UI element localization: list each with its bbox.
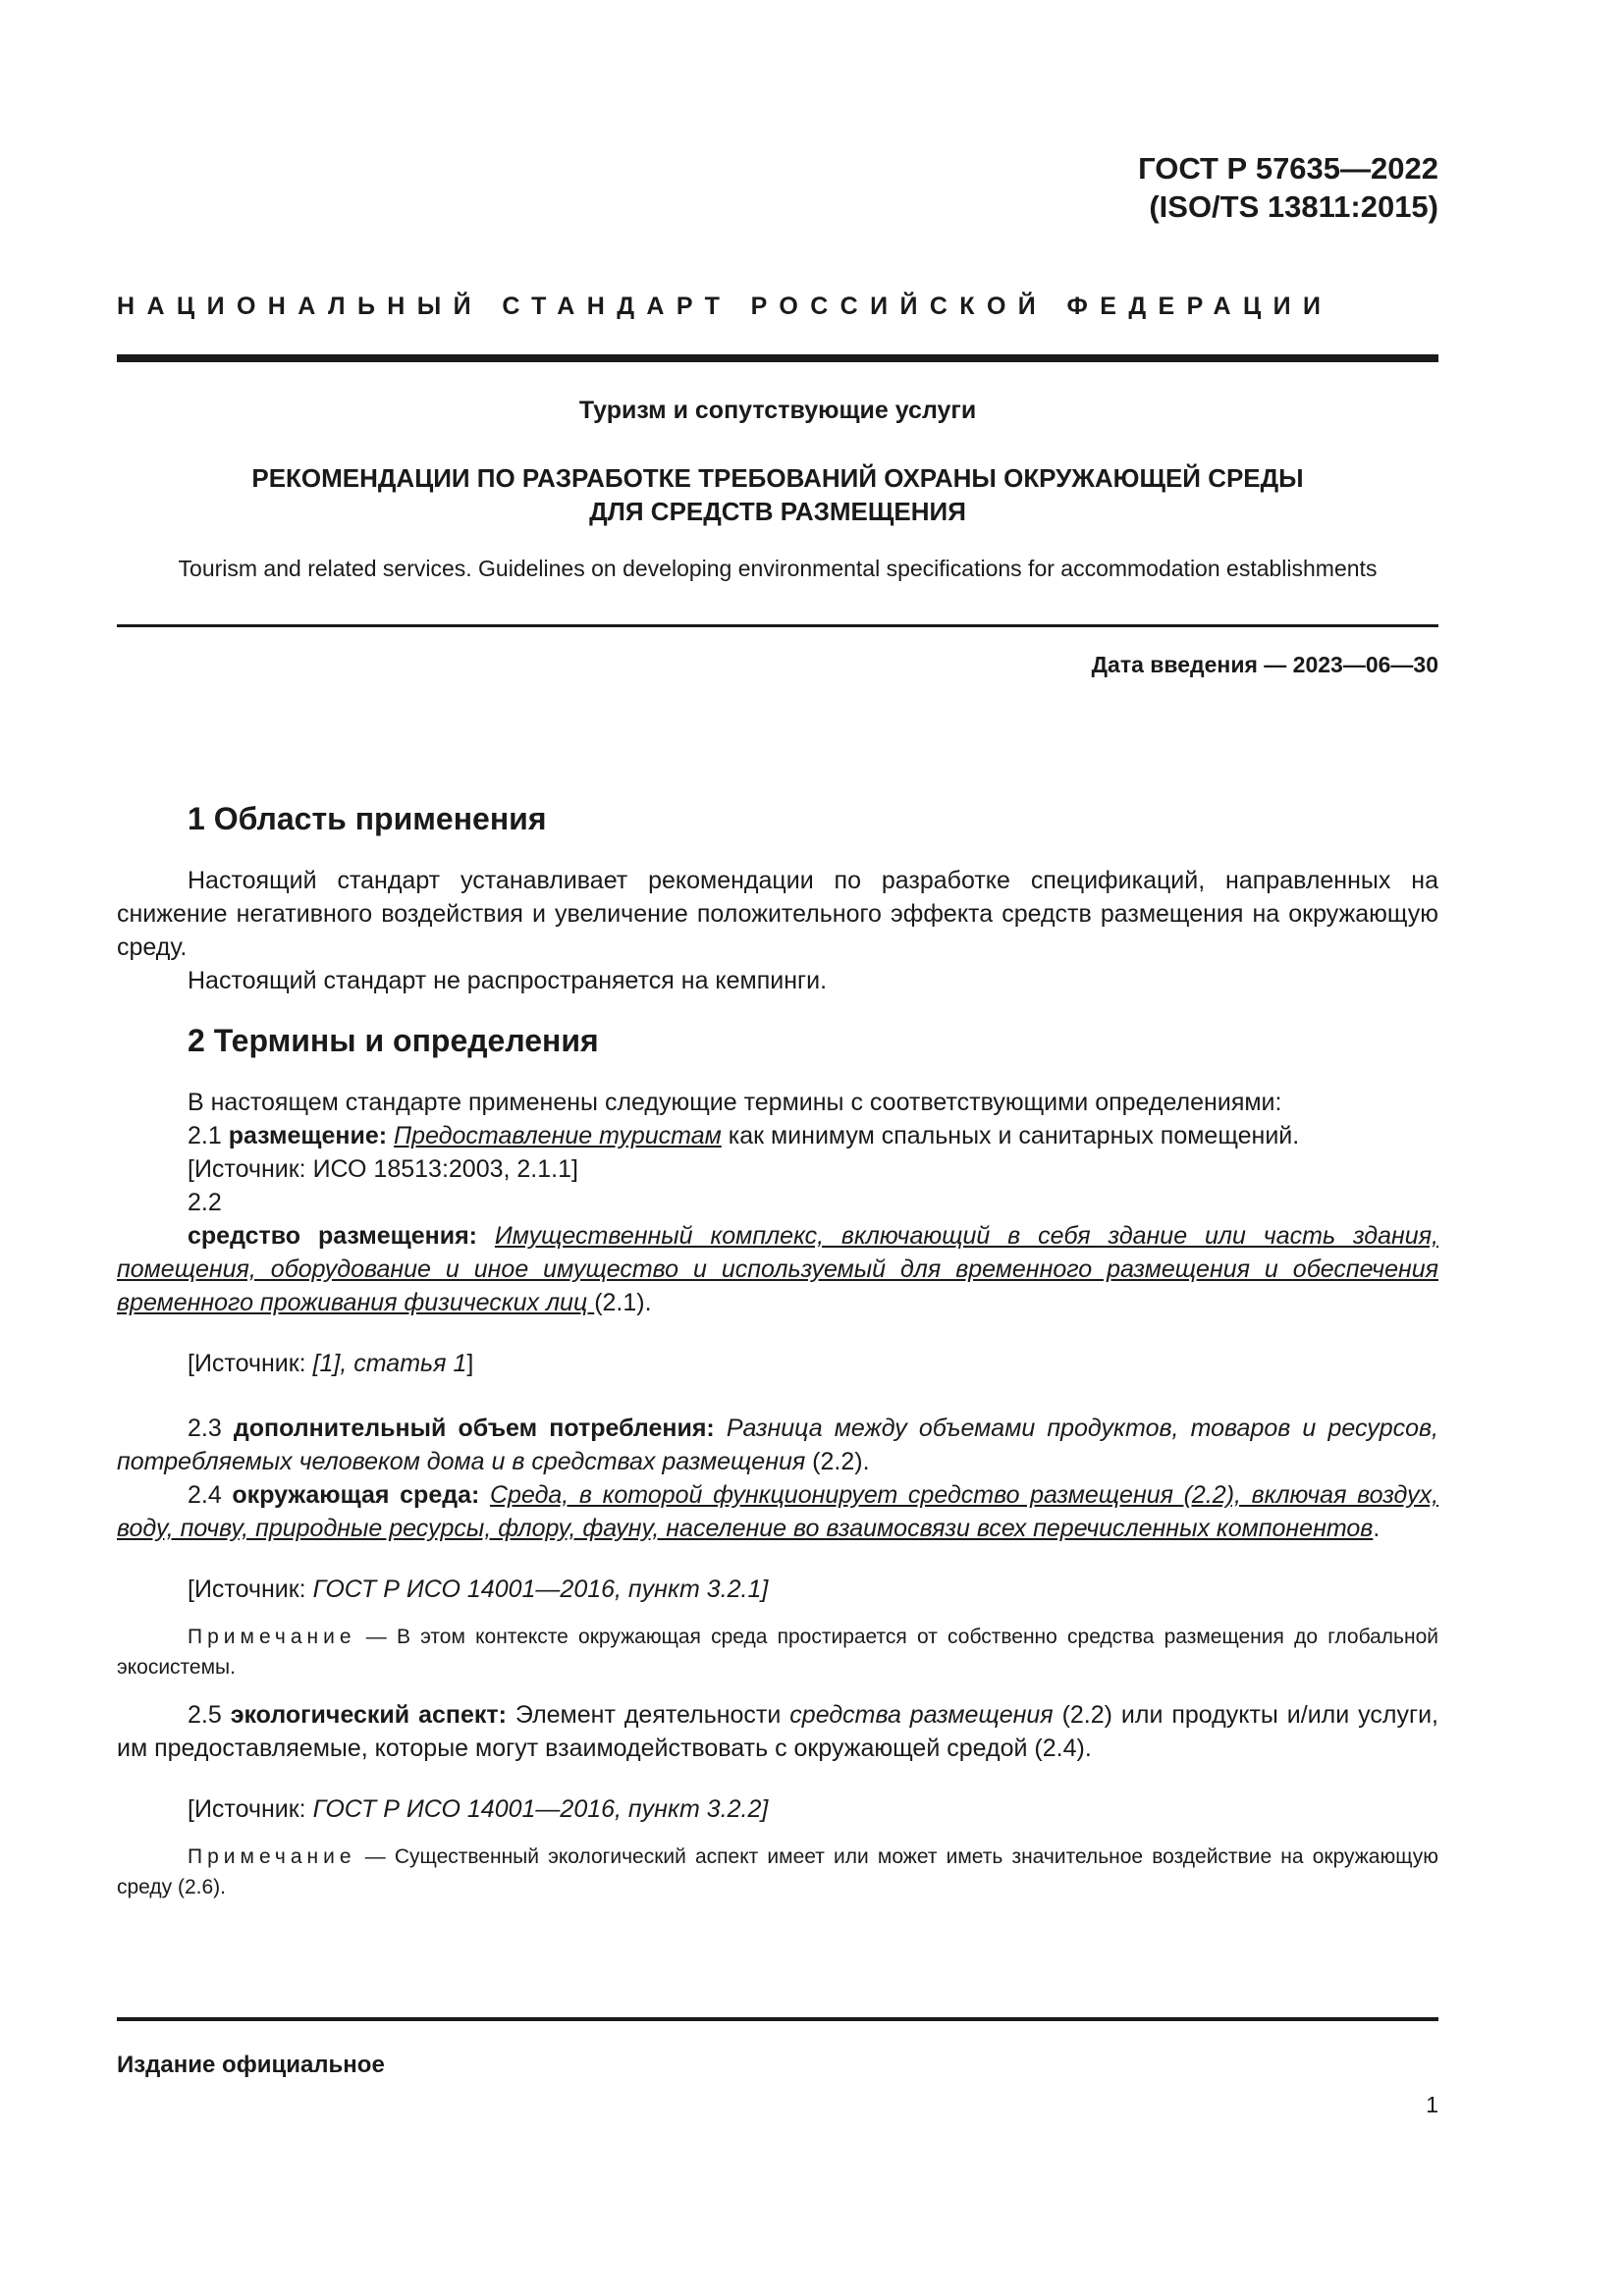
term-definition-underlined: Среда, в которой функционирует средство размещения (2.2), включая воздух, воду, почву, природные ресурсы, флору, фауну, население во взаимосвязи всех перечисленных компонентов — [117, 1481, 1439, 1542]
source-prefix: [Источник: — [188, 1350, 313, 1377]
term-name: окружающая среда: — [232, 1481, 480, 1509]
header-divider-thin — [117, 624, 1438, 627]
term-definition-end: . — [1373, 1515, 1380, 1542]
section-2-intro: В настоящем стандарте применены следующие термины с соответствующими определениями: — [188, 1089, 1282, 1116]
term-reference: (2.2). — [805, 1448, 870, 1475]
document-body — [117, 797, 1438, 1902]
term-name: дополнительный объем потребления: — [233, 1415, 715, 1442]
term-definition: Элемент деятельности — [507, 1701, 790, 1729]
national-standard-title: НАЦИОНАЛЬНЫЙ СТАНДАРТ РОССИЙСКОЙ ФЕДЕРАЦИИ — [117, 293, 1333, 320]
note-label: Примечание — [188, 1845, 356, 1868]
term-definition: как минимум спальных и санитарных помещений. — [721, 1122, 1300, 1149]
section-1-paragraph-1: Настоящий стандарт устанавливает рекомендации по разработке спецификаций, направленных на снижение негативного воздействия и увеличение положительного эффекта средств размещения на окружающую среду. — [117, 867, 1438, 961]
standard-number-gost: ГОСТ Р 57635—2022 — [1138, 151, 1438, 186]
standard-number-iso: (ISO/TS 13811:2015) — [1149, 189, 1438, 224]
term-2-3 — [117, 1412, 1438, 1478]
term-name: экологический аспект: — [230, 1701, 507, 1729]
source-reference: ГОСТ Р ИСО 14001—2016, пункт 3.2.1] — [312, 1575, 769, 1603]
term-definition-rest: (2.2) или продукты и/или услуги, им предоставляемые, которые могут взаимодействовать с окружающей средой (2.4). — [117, 1701, 1439, 1762]
term-definition-underlined: Предоставление туристам — [394, 1122, 722, 1149]
note-text: — Существенный экологический аспект имеет или может иметь значительное воздействие на окружающую среду (2.6). — [117, 1845, 1438, 1898]
source-prefix: [Источник: — [188, 1575, 313, 1603]
term-2-5 — [117, 1698, 1438, 1765]
source-reference: ГОСТ Р ИСО 14001—2016, пункт 3.2.2] — [312, 1795, 769, 1823]
standard-number — [1138, 149, 1438, 226]
official-edition-label: Издание официальное — [117, 2052, 385, 2078]
term-definition-italic: Разница между объемами продуктов, товаров и ресурсов, потребляемых человеком дома и в средствах размещения — [117, 1415, 1438, 1475]
term-definition-italic: средства размещения — [789, 1701, 1054, 1729]
term-2-2-number: 2.2 — [188, 1189, 222, 1216]
header-divider-thick — [117, 354, 1438, 362]
term-number: 2.5 — [188, 1701, 231, 1729]
term-2-5-source — [117, 1792, 1438, 1826]
term-number: 2.4 — [188, 1481, 233, 1509]
source-prefix: [Источник: — [188, 1795, 313, 1823]
introduction-date: Дата введения — 2023—06—30 — [1091, 652, 1438, 677]
term-2-5-note — [117, 1842, 1438, 1902]
term-number: 2.1 — [188, 1122, 229, 1149]
term-2-4-note — [117, 1622, 1438, 1682]
term-2-2-source — [117, 1347, 1438, 1380]
document-subtitle: Туризм и сопутствующие услуги — [578, 397, 977, 424]
page-number: 1 — [1426, 2092, 1438, 2117]
section-2-heading: 2 Термины и определения — [188, 1023, 599, 1058]
note-label: Примечание — [188, 1626, 356, 1648]
term-number: 2.3 — [188, 1415, 234, 1442]
document-page — [117, 0, 1438, 2296]
term-2-4-source — [117, 1573, 1438, 1606]
section-1-heading: 1 Область применения — [188, 801, 547, 836]
english-title: Tourism and related services. Guidelines on developing environmental specifications for accommodation establishments — [178, 556, 1378, 581]
term-2-4 — [117, 1478, 1438, 1545]
term-name: размещение: — [228, 1122, 388, 1149]
source-suffix: ] — [466, 1350, 474, 1377]
term-2-1 — [117, 1119, 1438, 1152]
term-name: средство размещения: — [188, 1222, 478, 1250]
document-main-title — [117, 461, 1438, 528]
term-2-2 — [117, 1219, 1438, 1319]
footer-divider — [117, 2017, 1438, 2021]
main-title-line-2: ДЛЯ СРЕДСТВ РАЗМЕЩЕНИЯ — [589, 497, 966, 526]
term-definition-underlined: Имущественный комплекс, включающий в себя здание или часть здания, помещения, оборудование и иное имущество и используемый для временного размещения и обеспечения временного проживания физических лиц — [117, 1222, 1438, 1316]
note-text: — В этом контексте окружающая среда простирается от собственно средства размещения до глобальной экосистемы. — [117, 1626, 1438, 1679]
main-title-line-1: РЕКОМЕНДАЦИИ ПО РАЗРАБОТКЕ ТРЕБОВАНИЙ ОХРАНЫ ОКРУЖАЮЩЕЙ СРЕДЫ — [251, 463, 1304, 493]
term-reference: (2.1). — [594, 1289, 652, 1316]
term-2-1-source: [Источник: ИСО 18513:2003, 2.1.1] — [188, 1155, 578, 1183]
section-1-paragraph-2: Настоящий стандарт не распространяется на кемпинги. — [188, 967, 828, 994]
source-reference: [1], статья 1 — [312, 1350, 467, 1377]
